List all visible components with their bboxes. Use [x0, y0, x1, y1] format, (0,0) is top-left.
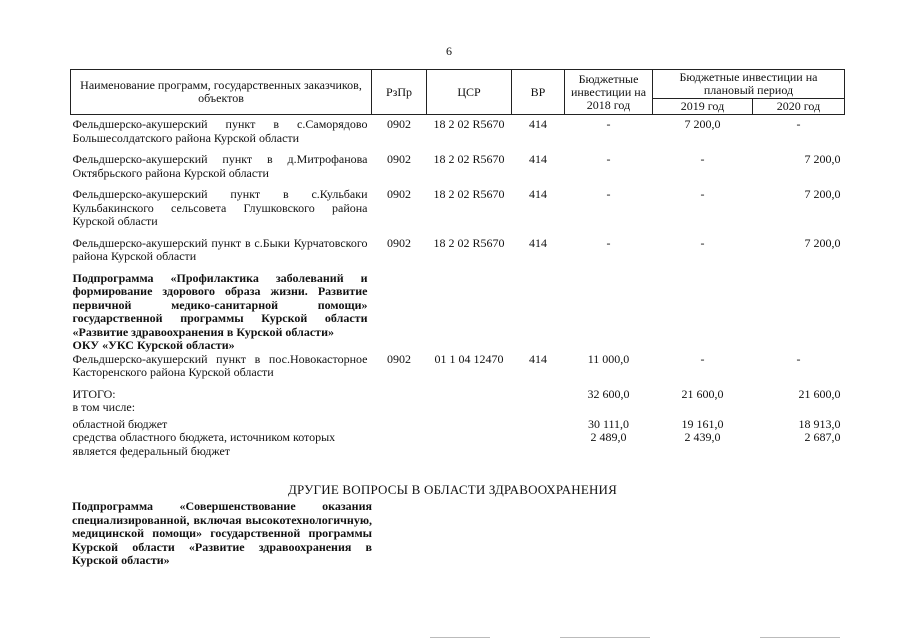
vr-cell: 414	[529, 187, 547, 201]
csr-cell: 18 2 02 R5670	[433, 187, 505, 201]
scan-artifact	[430, 637, 490, 638]
rzpr-cell: 0902	[387, 187, 411, 201]
vr-cell: 414	[529, 152, 547, 166]
value-2019: -	[700, 152, 705, 166]
value-2018: -	[606, 152, 611, 166]
subprogram-row	[71, 264, 845, 340]
object-name: Фельдшерско-акушерский пункт в с.Кульбаки Кульбакинского сельсовета Глушковского района Курской области	[72, 187, 368, 228]
vr-cell: 414	[529, 117, 547, 131]
value-2020: 7 200,0	[804, 187, 841, 201]
value-2019: -	[700, 235, 705, 250]
value-2019: -	[700, 351, 705, 366]
including-label: в том числе:	[72, 400, 136, 414]
scan-artifact	[560, 637, 650, 638]
federal-budget-row	[71, 431, 845, 458]
vr-cell: 414	[529, 351, 547, 366]
budget-investment-table	[70, 69, 845, 458]
federal-2020: 2 687,0	[804, 430, 841, 444]
header-vr: ВР	[512, 70, 565, 115]
csr-cell: 18 2 02 R5670	[433, 117, 505, 131]
value-2020: 7 200,0	[804, 235, 841, 250]
rzpr-cell: 0902	[387, 117, 411, 131]
total-2018: 32 600,0	[587, 386, 630, 401]
customer-name: ОКУ «УКС Курской области»	[72, 338, 235, 352]
value-2018: -	[606, 235, 611, 250]
object-name: Фельдшерско-акушерский пункт в с.Саморядово Большесолдатского района Курской области	[72, 117, 368, 145]
table-row	[71, 145, 845, 180]
value-2020: -	[796, 117, 801, 131]
csr-cell: 01 1 04 12470	[434, 351, 504, 366]
section-heading: ДРУГИЕ ВОПРОСЫ В ОБЛАСТИ ЗДРАВООХРАНЕНИЯ	[287, 482, 618, 497]
federal-2019: 2 439,0	[684, 430, 721, 444]
page-number: 6	[446, 44, 452, 58]
value-2020: -	[796, 351, 801, 366]
value-2018: -	[606, 187, 611, 201]
value-2019: -	[700, 187, 705, 201]
csr-cell: 18 2 02 R5670	[433, 235, 505, 250]
total-label: ИТОГО:	[72, 386, 116, 401]
total-row	[71, 380, 845, 402]
federal-budget-label: средства областного бюджета, источником которых является федеральный бюджет	[72, 430, 336, 458]
federal-2018: 2 489,0	[590, 430, 627, 444]
rzpr-cell: 0902	[387, 152, 411, 166]
header-invest-plan: Бюджетные инвестиции на плановый период	[653, 70, 845, 99]
header-csr: ЦСР	[427, 70, 512, 115]
value-2018: 11 000,0	[587, 351, 630, 366]
object-name: Фельдшерско-акушерский пункт в пос.Новокасторное Касторенского района Курской области	[72, 351, 368, 379]
value-2020: 7 200,0	[804, 152, 841, 166]
including-row	[71, 401, 845, 415]
value-2018: -	[606, 117, 611, 131]
object-name: Фельдшерско-акушерский пункт в с.Быки Курчатовского района Курской области	[72, 235, 368, 263]
csr-cell: 18 2 02 R5670	[433, 152, 505, 166]
header-rzpr: РзПр	[372, 70, 427, 115]
rzpr-cell: 0902	[387, 351, 411, 366]
total-2020: 21 600,0	[798, 386, 841, 401]
object-name: Фельдшерско-акушерский пункт в д.Митрофанова Октябрьского района Курской области	[72, 152, 368, 180]
header-name: Наименование программ, государственных заказчиков, объектов	[71, 70, 372, 115]
table-row	[71, 353, 845, 380]
table-row	[71, 180, 845, 229]
vr-cell: 414	[529, 235, 547, 250]
header-year-2020: 2020 год	[753, 99, 845, 115]
table-row	[71, 229, 845, 264]
table-row	[71, 115, 845, 146]
total-2019: 21 600,0	[681, 386, 724, 401]
value-2019: 7 200,0	[684, 117, 721, 131]
regional-budget-label: областной бюджет	[72, 416, 168, 431]
regional-2019: 19 161,0	[681, 416, 724, 431]
regional-2018: 30 111,0	[587, 416, 630, 431]
header-invest-2018: Бюджетные инвестиции на 2018 год	[565, 70, 653, 115]
regional-budget-row	[71, 415, 845, 432]
scan-artifact	[760, 637, 840, 638]
rzpr-cell: 0902	[387, 235, 411, 250]
regional-2020: 18 913,0	[798, 416, 841, 431]
subprogram-title: Подпрограмма «Совершенствование оказания специализированной, включая высокотехнологичную, медицинской помощи» государственной программы Курской области «Развитие здравоохранения в Курской области»	[72, 499, 372, 567]
header-year-2019: 2019 год	[653, 99, 753, 115]
subprogram-title: Подпрограмма «Профилактика заболеваний и формирование здорового образа жизни. Развитие первичной медико-санитарной помощи» государственной программы Курской области «Развитие здравоохранения в Курской области»	[72, 270, 368, 339]
customer-row	[71, 339, 845, 353]
